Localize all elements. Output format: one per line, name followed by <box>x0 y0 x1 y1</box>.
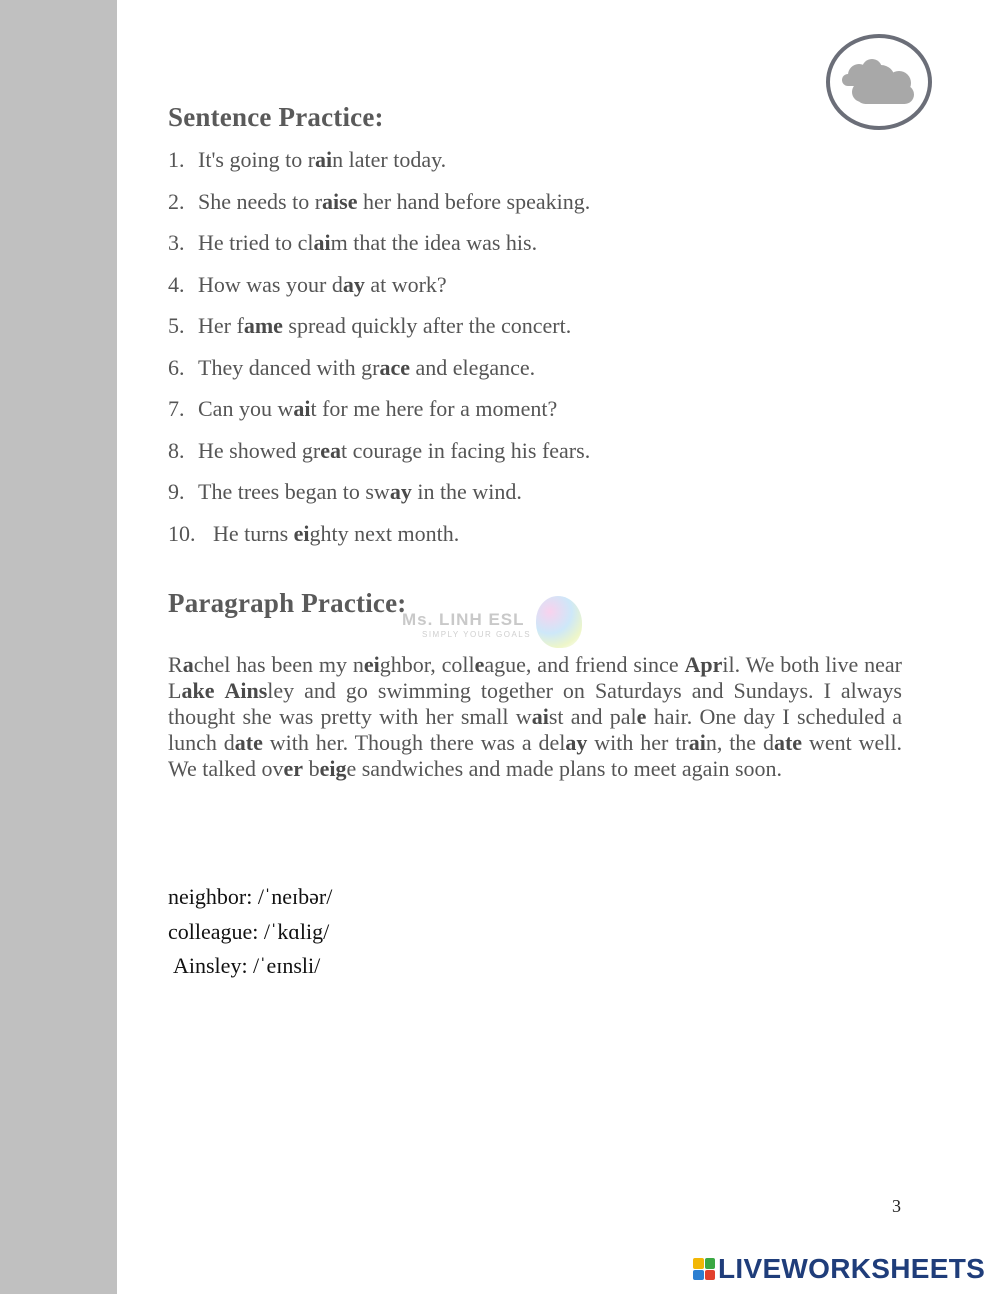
text-segment: n, the d <box>705 730 774 755</box>
sentence-item <box>168 353 928 395</box>
highlighted-sound: ai <box>688 730 706 755</box>
sentence-number: 6. <box>168 354 185 380</box>
highlighted-sound: ei <box>363 652 380 677</box>
liveworksheets-logo <box>693 1255 985 1283</box>
highlighted-sound: e <box>474 652 485 677</box>
text-segment: n later today. <box>332 147 447 172</box>
text-segment: t courage in facing his fears. <box>340 437 591 463</box>
highlighted-sound: a <box>182 652 194 677</box>
text-segment: Can you w <box>198 396 294 421</box>
watermark-name: Ms. LINH ESL <box>402 610 525 629</box>
vocab-item: neighbor: /ˈneɪbər/ <box>168 884 333 909</box>
text-segment: il. We both live near L <box>168 652 903 703</box>
text-segment: b <box>303 756 320 781</box>
text-segment: How was your d <box>198 271 343 297</box>
highlighted-sound: ea <box>320 437 341 463</box>
text-segment: It's going to r <box>198 147 316 172</box>
highlighted-sound: ai <box>313 230 331 255</box>
text-segment: He tried to cl <box>198 230 314 255</box>
sentence-item <box>168 519 928 561</box>
text-segment: They danced with gr <box>198 354 380 380</box>
text-segment: ghbor, coll <box>379 652 475 677</box>
text-segment: st and pal <box>548 704 637 729</box>
text-segment: with her. Though there was a del <box>262 730 566 755</box>
brand-icon-square <box>693 1270 704 1281</box>
text-segment: t for me here for a moment? <box>310 396 558 421</box>
highlighted-sound: ai <box>531 704 549 729</box>
watermark-tagline: SIMPLY YOUR GOALS <box>422 630 532 639</box>
sentence-practice-title: Sentence Practice: <box>168 102 384 132</box>
brand-icon-square <box>705 1258 716 1269</box>
page-number: 3 <box>892 1196 901 1216</box>
sentence-number: 10. <box>168 520 196 546</box>
text-segment: R <box>168 652 183 677</box>
cloud-icon <box>826 33 932 131</box>
highlighted-sound: ai <box>315 147 333 172</box>
brand-icon-square <box>693 1258 704 1269</box>
text-segment <box>214 678 224 703</box>
sentence-item <box>168 394 928 436</box>
text-segment: with her tr <box>587 730 689 755</box>
sentence-number: 2. <box>168 188 185 214</box>
sentence-item <box>168 311 928 353</box>
brand-icon-square <box>705 1270 716 1281</box>
highlighted-sound: ace <box>379 354 410 380</box>
highlighted-sound: ei <box>293 520 310 546</box>
text-segment: spread quickly after the concert. <box>282 313 572 338</box>
highlighted-sound: ay <box>565 730 588 755</box>
paragraph-practice-title: Paragraph Practice: <box>168 588 407 618</box>
vocab-item: colleague: /ˈkɑlig/ <box>168 918 330 944</box>
highlighted-sound: aise <box>322 188 358 214</box>
brand-name: LIVEWORKSHEETS <box>718 1253 986 1284</box>
text-segment: He turns <box>213 520 294 546</box>
highlighted-sound: eig <box>319 756 347 781</box>
sentence-number: 1. <box>168 147 185 172</box>
highlighted-sound: ame <box>243 313 283 338</box>
sentence-item <box>168 477 928 519</box>
highlighted-sound: Apr <box>684 652 723 677</box>
highlighted-sound: ay <box>389 479 412 504</box>
sentence-item <box>168 228 928 270</box>
sentence-number: 9. <box>168 479 185 504</box>
watermark-head-icon <box>536 596 582 648</box>
sentence-item <box>168 187 928 229</box>
sentence-item <box>168 145 928 187</box>
text-segment: at work? <box>364 271 447 297</box>
sentence-number: 4. <box>168 271 185 297</box>
text-segment: ghty next month. <box>309 520 460 546</box>
sentence-item <box>168 436 928 478</box>
vocab-item: Ainsley: /ˈeɪnsli/ <box>173 953 321 978</box>
highlighted-sound: Ains <box>224 678 268 703</box>
highlighted-sound: ai <box>293 396 311 421</box>
vocab-list <box>168 882 332 986</box>
text-segment: went well. We talked ov <box>168 730 902 781</box>
text-segment: and elegance. <box>409 354 536 380</box>
sentence-number: 3. <box>168 230 185 255</box>
text-segment: in the wind. <box>411 479 522 504</box>
page-sidebar <box>0 0 117 1294</box>
text-segment: ague, and friend since <box>484 652 685 677</box>
text-segment: hair. One day I scheduled a lunch d <box>168 704 902 755</box>
highlighted-sound: e <box>636 704 647 729</box>
text-segment: The trees began to sw <box>198 479 390 504</box>
practice-paragraph <box>168 652 902 782</box>
highlighted-sound: ake <box>181 678 215 703</box>
text-segment: She needs to r <box>198 188 323 214</box>
text-segment: e sandwiches and made plans to meet again soon. <box>346 756 783 781</box>
sentence-item <box>168 270 928 312</box>
text-segment: her hand before speaking. <box>357 188 591 214</box>
sentence-number: 7. <box>168 396 185 421</box>
text-segment: He showed gr <box>198 437 321 463</box>
sentence-number: 5. <box>168 313 185 338</box>
sentence-list <box>168 145 928 560</box>
highlighted-sound: ate <box>234 730 263 755</box>
sentence-number: 8. <box>168 437 185 463</box>
text-segment: Her f <box>198 313 244 338</box>
highlighted-sound: er <box>283 756 304 781</box>
text-segment: ley and go swimming together on Saturdays and Sundays. I always thought she was pretty with her small w <box>168 678 902 729</box>
text-segment: chel has been my n <box>193 652 364 677</box>
highlighted-sound: ate <box>773 730 803 755</box>
text-segment: m that the idea was his. <box>330 230 538 255</box>
highlighted-sound: ay <box>342 271 365 297</box>
watermark-logo <box>380 594 600 658</box>
liveworksheets-icon <box>693 1258 715 1280</box>
